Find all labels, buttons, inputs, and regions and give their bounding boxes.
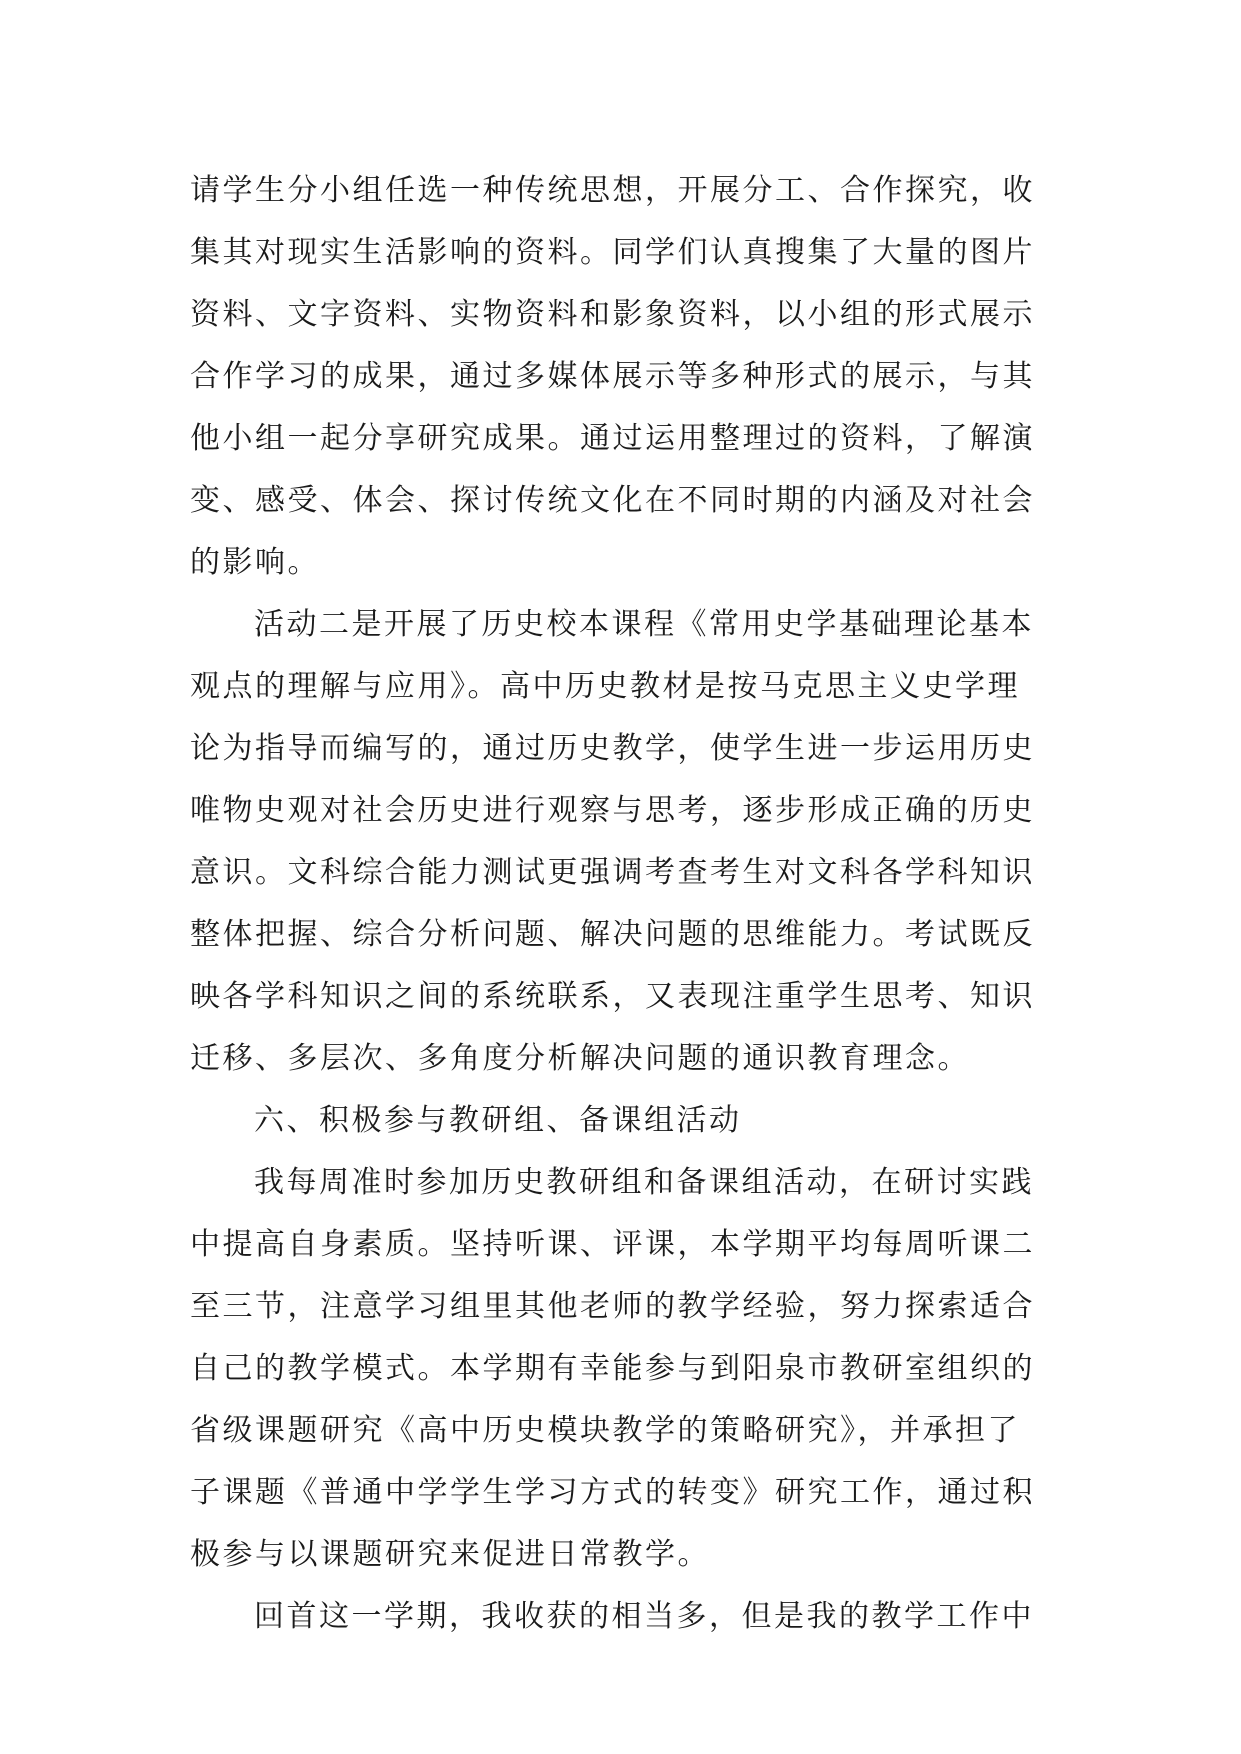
text-line: 至三节，注意学习组里其他老师的教学经验，努力探索适合 [190,1289,1035,1324]
text-line: 中提高自身素质。坚持听课、评课，本学期平均每周听课二 [190,1227,1035,1262]
text-line: 意识。文科综合能力测试更强调考查考生对文科各学科知识 [190,855,1035,890]
body-text [190,160,1050,1648]
text-line: 变、感受、体会、探讨传统文化在不同时期的内涵及对社会 [190,483,1035,518]
text-line: 子课题《普通中学学生学习方式的转变》研究工作，通过积 [190,1475,1035,1510]
text-line: 唯物史观对社会历史进行观察与思考，逐步形成正确的历史 [190,793,1035,828]
text-line: 集其对现实生活影响的资料。同学们认真搜集了大量的图片 [190,235,1035,270]
text-line: 活动二是开展了历史校本课程《常用史学基础理论基本 [254,607,1034,642]
text-line: 我每周准时参加历史教研组和备课组活动，在研讨实践 [254,1165,1034,1200]
text-line: 整体把握、综合分析问题、解决问题的思维能力。考试既反 [190,917,1035,952]
text-line: 迁移、多层次、多角度分析解决问题的通识教育理念。 [190,1041,970,1076]
text-line: 映各学科知识之间的系统联系，又表现注重学生思考、知识 [190,979,1035,1014]
text-line: 的影响。 [190,545,320,580]
text-line: 极参与以课题研究来促进日常教学。 [190,1537,710,1572]
text-line: 省级课题研究《高中历史模块教学的策略研究》，并承担了 [190,1413,1020,1448]
text-line: 合作学习的成果，通过多媒体展示等多种形式的展示，与其 [190,359,1035,394]
text-line: 观点的理解与应用》。高中历史教材是按马克思主义史学理 [190,669,1020,704]
text-line: 他小组一起分享研究成果。通过运用整理过的资料，了解演 [190,421,1035,456]
text-line: 资料、文字资料、实物资料和影象资料，以小组的形式展示 [190,297,1035,332]
text-line: 请学生分小组任选一种传统思想，开展分工、合作探究，收 [190,173,1035,208]
text-line: 六、积极参与教研组、备课组活动 [254,1103,742,1138]
text-line: 论为指导而编写的，通过历史教学，使学生进一步运用历史 [190,731,1035,766]
text-line: 自己的教学模式。本学期有幸能参与到阳泉市教研室组织的 [190,1351,1035,1386]
text-line: 回首这一学期，我收获的相当多，但是我的教学工作中 [254,1599,1034,1634]
